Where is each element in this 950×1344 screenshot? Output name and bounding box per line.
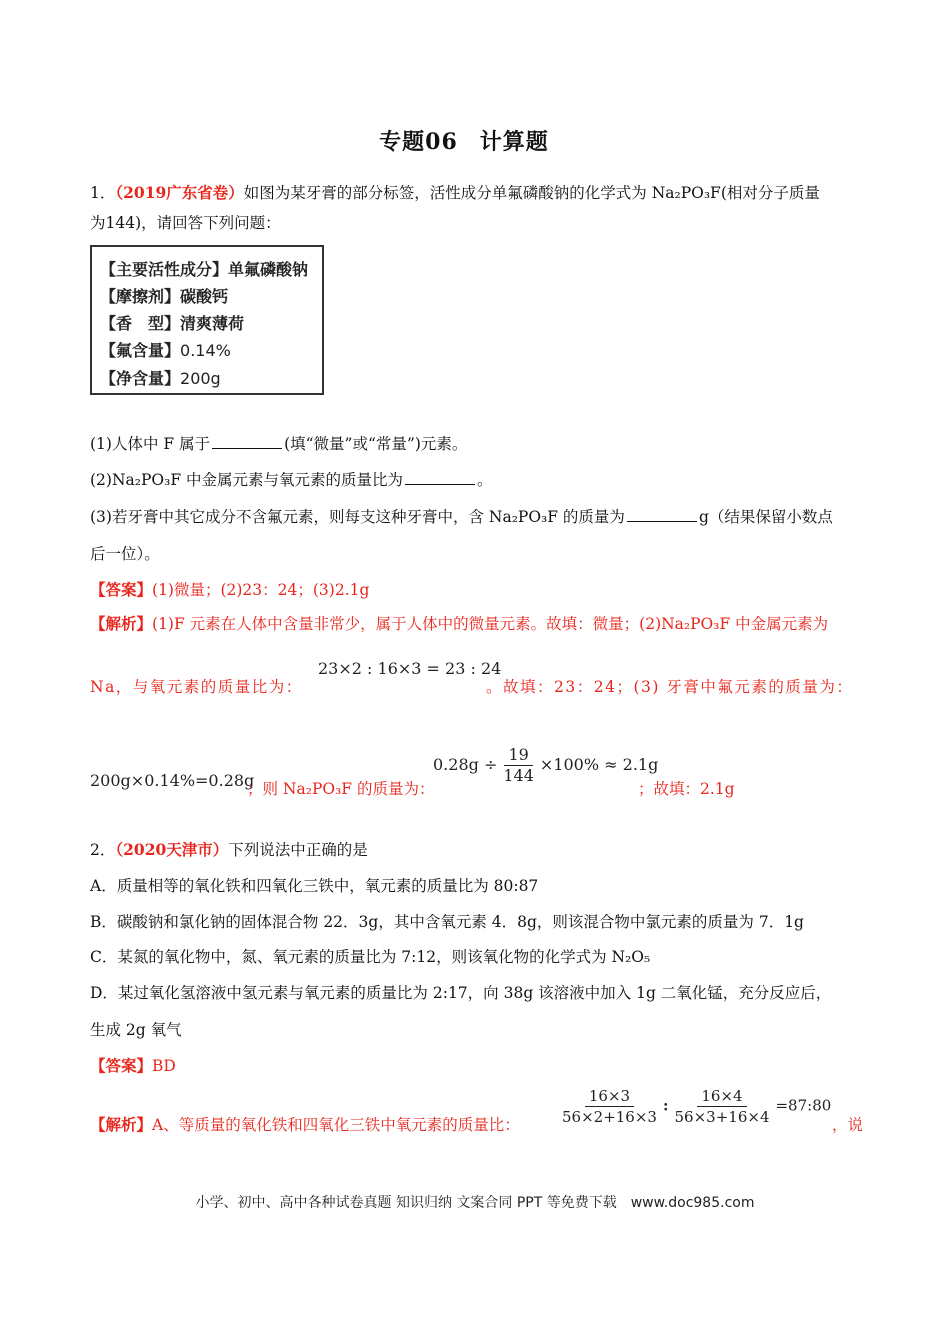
label-row: 【氟含量】0.14% xyxy=(100,341,231,360)
title-main: 专题06 xyxy=(379,129,458,155)
page-title xyxy=(0,125,950,156)
page-footer: 小学、初中、高中各种试卷真题 知识归纳 文案合同 PPT 等免费下载 www.doc985.com xyxy=(195,1195,755,1211)
q1-stem-line2: 为144)，请回答下列问题： xyxy=(90,214,281,232)
q2-equation-oxygen-ratio: $\frac{16\times 3}{56\times 2+16\times 3}$ : $\frac{16\times 4}{56\times 3+16\times 4}$ =87:80 xyxy=(556,1086,831,1127)
label-row: 【净含量】200g xyxy=(100,369,221,388)
q2-option-c: C．某氮的氧化物中，氮、氧元素的质量比为 7:12，则该氧化物的化学式为 N₂O₅ xyxy=(90,948,651,966)
answer-blank xyxy=(627,507,697,522)
q1-number: 1． xyxy=(90,184,116,202)
fraction: $\frac{16\times 4}{56\times 3+16\times 4}$ xyxy=(674,1087,770,1126)
q2-option-a: A．质量相等的氧化铁和四氧化三铁中，氧元素的质量比为 80:87 xyxy=(90,877,539,895)
q1-part3: (3)若牙膏中其它成分不含氟元素，则每支这种牙膏中，含 Na₂PO₃F 的质量为 g（结果保留小数点 xyxy=(90,508,833,526)
q1-answer: 【答案】(1)微量；(2)23：24；(3)2.1g xyxy=(90,580,370,599)
q1-part1: (1)人体中 F 属于 (填“微量”或“常量”)元素。 xyxy=(90,435,468,453)
q2-option-b: B．碳酸钠和氯化钠的固体混合物 22．3g，其中含氧元素 4．8g，则该混合物中氯元素的质量为 7．1g xyxy=(90,913,804,931)
q1-part3-cont: 后一位）。 xyxy=(90,545,160,563)
q1-equation-mass-ratio: 23×2 : 16×3 = 23 : 24 xyxy=(318,659,502,678)
q2-option-d: D．某过氧化氢溶液中氢元素与氧元素的质量比为 2:17，向 38g 该溶液中加入 1g 二氧化锰，充分反应后， xyxy=(90,984,832,1002)
q1-analysis-line2b: 。故填：23：24；(3) 牙膏中氟元素的质量为： xyxy=(486,678,854,696)
q1-source: （2019广东省卷） xyxy=(115,183,244,202)
q1-analysis-line1: 【解析】(1)F 元素在人体中含量非常少，属于人体中的微量元素。故填：微量；(2)Na₂PO₃F 中金属元素为 xyxy=(90,614,829,633)
q2-analysis-cont: ，说 xyxy=(832,1116,864,1134)
label-row: 【摩擦剂】碳酸钙 xyxy=(100,287,229,306)
label-row: 【香 型】清爽薄荷 xyxy=(100,314,245,333)
label-row: 【主要活性成分】单氟磷酸钠 xyxy=(100,260,309,279)
title-sub: 计算题 xyxy=(479,129,549,155)
q1-analysis-line3b: ；故填：2.1g xyxy=(638,780,735,798)
answer-blank xyxy=(405,470,475,485)
q2-answer: 【答案】BD xyxy=(90,1056,176,1075)
fraction: $\frac{19}{144}$ xyxy=(503,745,534,785)
q2-analysis: 【解析】A、等质量的氧化铁和四氧化三铁中氧元素的质量比： xyxy=(90,1115,520,1134)
q1-stem-text1: 如图为某牙膏的部分标签，活性成分单氟磷酸钠的化学式为 Na₂PO₃F(相对分子质量 xyxy=(243,184,820,202)
answer-blank xyxy=(212,434,282,449)
fraction: $\frac{16\times 3}{56\times 2+16\times 3}$ xyxy=(562,1087,657,1126)
q2-option-d-cont: 生成 2g 氧气 xyxy=(90,1021,182,1039)
toothpaste-label-image xyxy=(90,245,324,395)
q2-stem: 2．（2020天津市）下列说法中正确的是 xyxy=(90,840,368,859)
q1-part2: (2)Na₂PO₃F 中金属元素与氧元素的质量比为 。 xyxy=(90,471,493,489)
q1-equation-fluorine-mass: 200g×0.14%=0.28g xyxy=(90,771,255,790)
q1-stem-line1 xyxy=(90,181,820,203)
q1-equation-compound-mass: 0.28g ÷ $\frac{19}{144}$ ×100% ≈ 2.1g xyxy=(433,745,659,785)
q1-analysis-line2a: Na，与氧元素的质量比为： xyxy=(90,678,303,696)
q1-analysis-line3a: ；则 Na₂PO₃F 的质量为： xyxy=(247,780,435,798)
